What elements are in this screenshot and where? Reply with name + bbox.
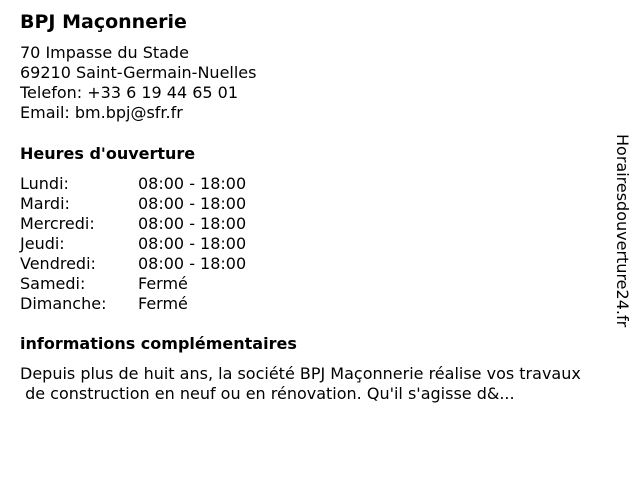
- hours-day: Samedi:: [20, 274, 86, 293]
- description-line-1: Depuis plus de huit ans, la société BPJ Maçonnerie réalise vos travaux: [20, 364, 581, 383]
- address-city: 69210 Saint-Germain-Nuelles: [20, 63, 257, 82]
- info-heading: informations complémentaires: [20, 334, 297, 353]
- hours-row-thursday: [20, 234, 320, 254]
- phone-number: Telefon: +33 6 19 44 65 01: [20, 83, 239, 102]
- hours-day: Vendredi:: [20, 254, 96, 273]
- hours-time: 08:00 - 18:00: [138, 194, 247, 213]
- hours-row-sunday: [20, 294, 320, 314]
- hours-time: 08:00 - 18:00: [138, 214, 247, 233]
- hours-time: Fermé: [138, 294, 188, 313]
- email-address: Email: bm.bpj@sfr.fr: [20, 103, 183, 122]
- hours-row-tuesday: [20, 194, 320, 214]
- hours-heading: Heures d'ouverture: [20, 144, 196, 163]
- hours-day: Mercredi:: [20, 214, 95, 233]
- hours-day: Lundi:: [20, 174, 69, 193]
- business-name: BPJ Maçonnerie: [20, 11, 187, 33]
- hours-day: Dimanche:: [20, 294, 107, 313]
- business-contact: [20, 43, 256, 123]
- hours-day: Mardi:: [20, 194, 70, 213]
- hours-time: Fermé: [138, 274, 188, 293]
- site-watermark: Horairesdouverture24.fr: [613, 134, 632, 328]
- hours-day: Jeudi:: [20, 234, 65, 253]
- hours-time: 08:00 - 18:00: [138, 234, 247, 253]
- opening-hours-table: [20, 174, 320, 314]
- address-street: 70 Impasse du Stade: [20, 43, 189, 62]
- hours-row-friday: [20, 254, 320, 274]
- hours-row-monday: [20, 174, 320, 194]
- hours-row-wednesday: [20, 214, 320, 234]
- hours-row-saturday: [20, 274, 320, 294]
- description-text: [20, 364, 635, 404]
- hours-time: 08:00 - 18:00: [138, 254, 247, 273]
- description-line-2: de construction en neuf ou en rénovation. Qu'il s'agisse d&...: [20, 384, 515, 403]
- hours-time: 08:00 - 18:00: [138, 174, 247, 193]
